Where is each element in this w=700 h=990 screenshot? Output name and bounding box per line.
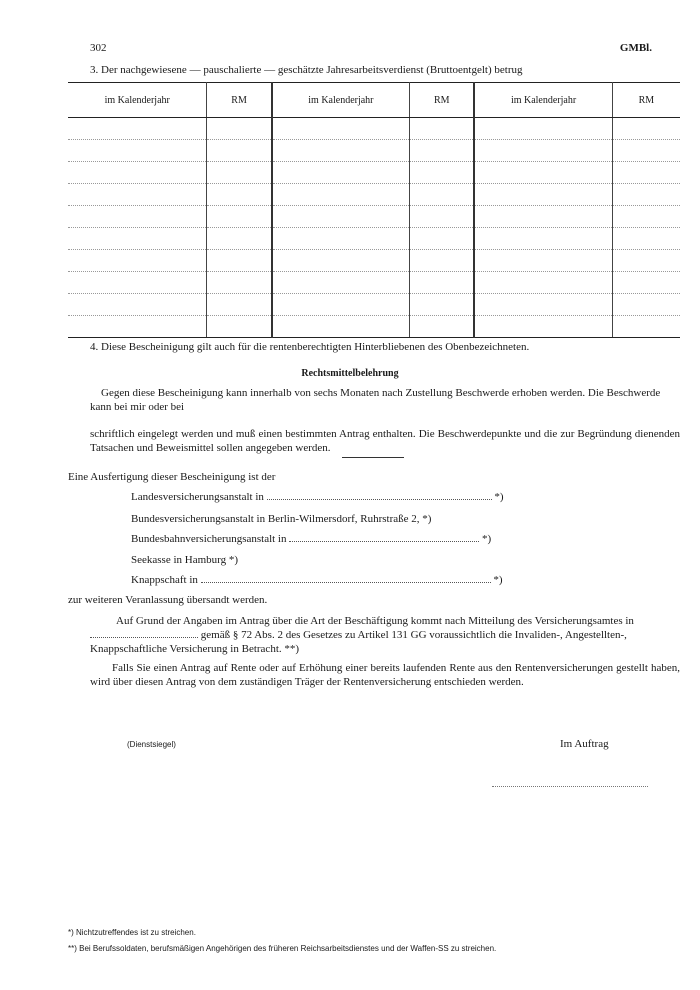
footnote-marker: *) bbox=[493, 574, 503, 586]
office-landesversicherungsanstalt bbox=[131, 490, 511, 504]
table-row bbox=[68, 316, 680, 338]
section-4-text: 4. Diese Bescheinigung gilt auch für die rentenberechtigten Hinterbliebenen des Obenbezeichneten. bbox=[90, 341, 530, 353]
table-row bbox=[68, 184, 680, 206]
grounds-line-2 bbox=[90, 628, 680, 642]
fill-in-line bbox=[90, 628, 198, 638]
table-row bbox=[68, 272, 680, 294]
footnote-marker: *) bbox=[494, 491, 504, 503]
official-seal-label: (Dienstsiegel) bbox=[127, 740, 176, 749]
legal-paragraph-2: schriftlich eingelegt werden und muß einen bestimmten Antrag enthalten. Die Beschwerdepunkte und die zur Begründung dienenden Tatsachen und Beweismittel sollen angegeben werden. bbox=[90, 428, 680, 454]
copy-outro: zur weiteren Veranlassung übersandt werden. bbox=[68, 594, 268, 606]
grounds-line-1: Auf Grund der Angaben im Antrag über die Art der Beschäftigung kommt nach Mitteilung des Versicherungsamtes in bbox=[116, 615, 634, 627]
col-calendar-year-2: im Kalenderjahr bbox=[272, 83, 410, 118]
office-knappschaft bbox=[131, 573, 511, 587]
col-rm-2: RM bbox=[410, 83, 475, 118]
table-row bbox=[68, 162, 680, 184]
footnote-1: *) Nichtzutreffendes ist zu streichen. bbox=[68, 928, 196, 937]
table-row bbox=[68, 206, 680, 228]
section-3-text: 3. Der nachgewiesene — pauschalierte — geschätzte Jahresarbeitsverdienst (Bruttoentgelt) betrug bbox=[90, 64, 523, 76]
office-label: Seekasse in Hamburg *) bbox=[131, 554, 239, 566]
office-label: Bundesbahnversicherungsanstalt in bbox=[131, 533, 287, 545]
signature-line bbox=[492, 786, 648, 787]
col-rm-3: RM bbox=[612, 83, 680, 118]
grounds-line-3: Knappschaftliche Versicherung in Betracht. **) bbox=[90, 643, 300, 655]
grounds-line-2-text: gemäß § 72 Abs. 2 des Gesetzes zu Artikel 131 GG voraussichtlich die Invaliden-, Angestellten-, bbox=[200, 629, 627, 641]
footnote-2: **) Bei Berufssoldaten, berufsmäßigen Angehörigen des früheren Reichsarbeitsdienstes und der Waffen-SS zu streichen. bbox=[68, 944, 497, 953]
legal-remedy-heading: Rechtsmittelbelehrung bbox=[301, 368, 399, 379]
section-divider bbox=[342, 457, 404, 458]
footnote-marker: *) bbox=[482, 533, 492, 545]
col-calendar-year-3: im Kalenderjahr bbox=[474, 83, 612, 118]
earnings-table-header bbox=[68, 83, 680, 118]
earnings-table bbox=[68, 82, 680, 338]
fill-in-line bbox=[267, 490, 492, 500]
signature-label: Im Auftrag bbox=[560, 738, 609, 750]
pension-paragraph: Falls Sie einen Antrag auf Rente oder auf Erhöhung einer bereits laufenden Rente aus den Rentenversicherungen gestellt haben, wird über diesen Antrag von dem zuständigen Träger der Rentenversicherung entschieden werden. bbox=[90, 662, 680, 688]
table-row bbox=[68, 250, 680, 272]
table-row bbox=[68, 294, 680, 316]
office-bundesbahnversicherungsanstalt bbox=[131, 532, 511, 546]
office-label: Bundesversicherungsanstalt in Berlin-Wilmersdorf, Ruhrstraße 2, *) bbox=[131, 513, 432, 525]
office-label: Knappschaft in bbox=[131, 574, 198, 586]
page-number: 302 bbox=[90, 42, 107, 54]
col-rm-1: RM bbox=[207, 83, 272, 118]
copy-intro: Eine Ausfertigung dieser Bescheinigung ist der bbox=[68, 471, 276, 483]
office-bundesversicherungsanstalt bbox=[131, 512, 431, 526]
table-row bbox=[68, 228, 680, 250]
col-calendar-year-1: im Kalenderjahr bbox=[68, 83, 207, 118]
legal-paragraph-1-line-1: Gegen diese Bescheinigung kann innerhalb von sechs Monaten nach Zustellung Beschwerde erhoben werden. Die Beschwerde bbox=[101, 387, 661, 399]
journal-abbreviation: GMBl. bbox=[619, 42, 652, 54]
table-row bbox=[68, 140, 680, 162]
table-row bbox=[68, 118, 680, 140]
office-label: Landesversicherungsanstalt in bbox=[131, 491, 264, 503]
legal-paragraph-1-line-2: kann bei mir oder bei bbox=[90, 401, 185, 413]
office-seekasse bbox=[131, 553, 238, 567]
fill-in-line bbox=[201, 573, 491, 583]
fill-in-line bbox=[289, 532, 479, 542]
